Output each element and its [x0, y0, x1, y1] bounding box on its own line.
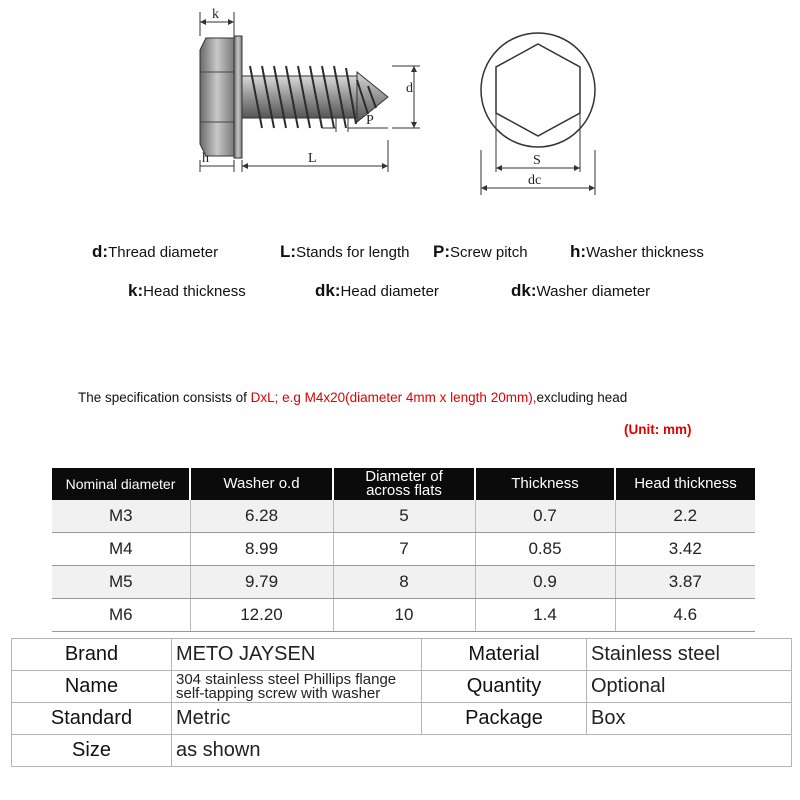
spec-note: The specification consists of DxL; e.g M4x20(diameter 4mm x length 20mm),excluding head — [78, 390, 628, 405]
table-row — [52, 500, 755, 533]
table-row — [52, 566, 755, 599]
size-value: as shown — [172, 735, 792, 767]
header-across-flats: Diameter of across flats — [333, 468, 475, 500]
material-value: Stainless steel — [587, 639, 792, 671]
package-value: Box — [587, 703, 792, 735]
package-label: Package — [422, 703, 587, 735]
table-row — [52, 533, 755, 566]
cell: 8.99 — [190, 533, 333, 566]
brand-value: METO JAYSEN — [172, 639, 422, 671]
header-washer-od: Washer o.d — [190, 468, 333, 500]
product-info-table — [11, 638, 792, 767]
label-d: d — [406, 81, 413, 96]
legend-p: P:Screw pitch — [433, 242, 528, 261]
brand-label: Brand — [12, 639, 172, 671]
cell: 7 — [333, 533, 475, 566]
screw-diagram — [0, 0, 800, 230]
cell: 4.6 — [615, 599, 755, 632]
standard-value: Metric — [172, 703, 422, 735]
header-thickness: Thickness — [475, 468, 615, 500]
cell: M4 — [52, 533, 190, 566]
cell: 0.9 — [475, 566, 615, 599]
label-l: L — [308, 151, 317, 166]
legend-dk-washer: dk:Washer diameter — [511, 281, 651, 300]
cell: 8 — [333, 566, 475, 599]
dimension-table — [52, 468, 755, 632]
legend-dk-head: dk:Head diameter — [315, 281, 439, 300]
cell: M5 — [52, 566, 190, 599]
quantity-label: Quantity — [422, 671, 587, 703]
name-value: 304 stainless steel Phillips flange self-tapping screw with washer — [172, 671, 422, 703]
table-row — [12, 671, 792, 703]
size-label: Size — [12, 735, 172, 767]
table-row — [12, 735, 792, 767]
header-head-thickness: Head thickness — [615, 468, 755, 500]
legend-k: k:Head thickness — [128, 281, 246, 300]
legend-d: d:Thread diameter — [92, 242, 219, 261]
cell: M6 — [52, 599, 190, 632]
name-label: Name — [12, 671, 172, 703]
label-h: h — [202, 151, 209, 166]
table-row — [12, 639, 792, 671]
cell: 0.85 — [475, 533, 615, 566]
label-p: P — [366, 113, 374, 128]
legend-l: L:Stands for length — [280, 242, 410, 261]
cell: 10 — [333, 599, 475, 632]
quantity-value: Optional — [587, 671, 792, 703]
cell: 1.4 — [475, 599, 615, 632]
table-row — [12, 703, 792, 735]
cell: 12.20 — [190, 599, 333, 632]
legend-h: h:Washer thickness — [570, 242, 704, 261]
cell: M3 — [52, 500, 190, 533]
table-header — [52, 468, 755, 500]
screw-top-view — [481, 33, 595, 195]
standard-label: Standard — [12, 703, 172, 735]
cell: 3.42 — [615, 533, 755, 566]
cell: 2.2 — [615, 500, 755, 533]
label-k: k — [212, 7, 219, 22]
cell: 0.7 — [475, 500, 615, 533]
table-row — [52, 599, 755, 632]
header-nominal-diameter: Nominal diameter — [52, 468, 190, 500]
label-s: S — [533, 153, 541, 168]
unit-note: (Unit: mm) — [624, 422, 692, 437]
label-dc: dc — [528, 173, 542, 188]
screw-side-view — [200, 36, 388, 158]
cell: 9.79 — [190, 566, 333, 599]
cell: 3.87 — [615, 566, 755, 599]
cell: 5 — [333, 500, 475, 533]
material-label: Material — [422, 639, 587, 671]
cell: 6.28 — [190, 500, 333, 533]
